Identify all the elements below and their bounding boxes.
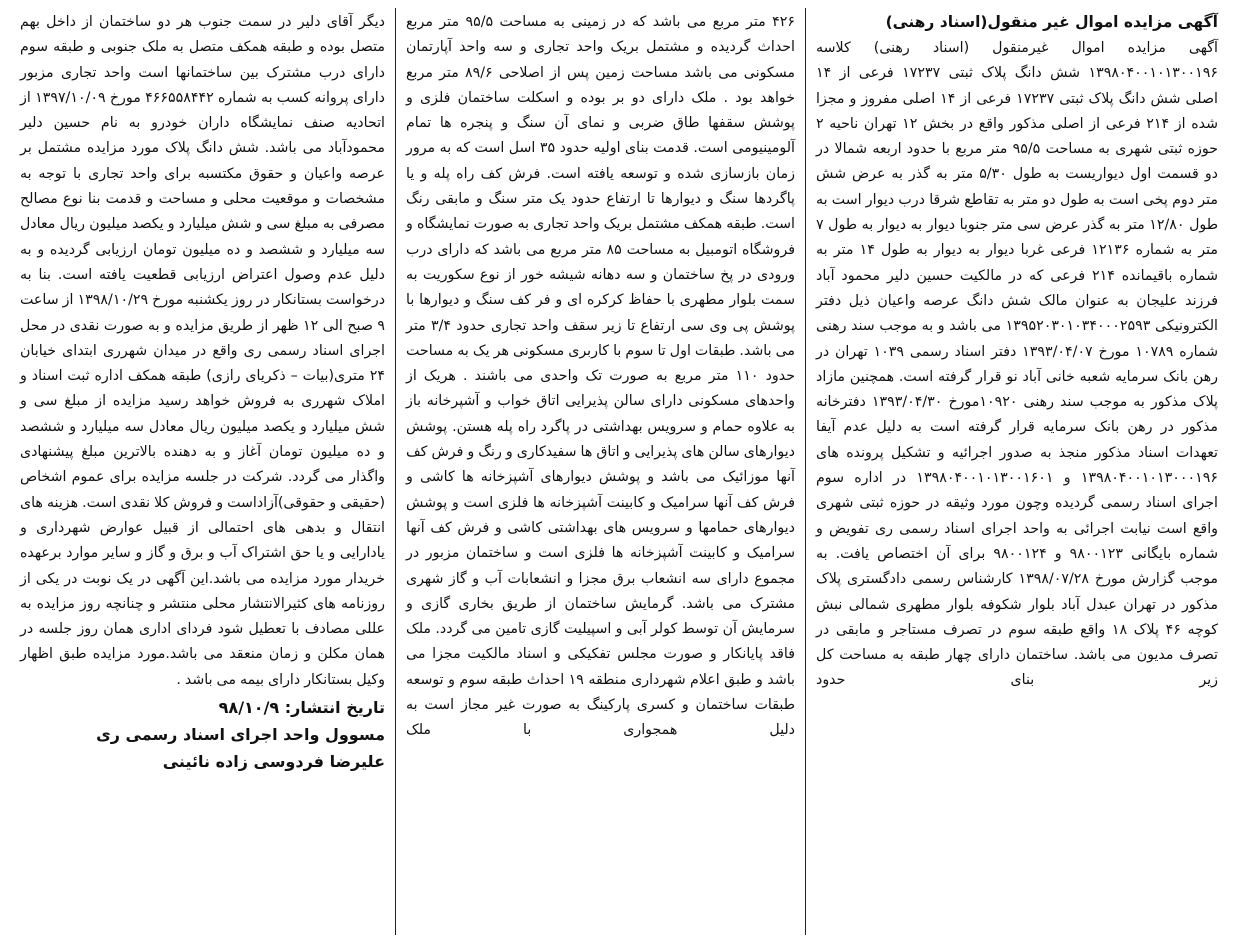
notice-title: آگهی مزایده اموال غیر منقول(اسناد رهنی) <box>885 13 1218 31</box>
signature-office: مسوول واحد اجرای اسناد رسمی ری <box>96 725 385 745</box>
column-left <box>10 8 395 935</box>
column-middle <box>395 8 805 935</box>
column-right <box>805 8 1228 935</box>
notice-body-left: دیگر آقای دلیر در سمت جنوب هر دو ساختمان از داخل بهم متصل بوده و طبقه همکف متصل به ملک جنوبی و طبقه سوم دارای درب مشترک بین ساختمانها است واحد تجاری مزبور دارای پروانه کسب به شماره ۴۶۶۵۵۸۴۴۲ مورخ ۱۳۹۷/۱۰/۰۹ از اتحادیه صنف نمایشگاه داران خودرو به نام حسین دلیر محمودآباد می باشد. شش دانگ پلاک مورد مزایده مشتمل بر عرصه واعیان و حقوق مکتسبه برای واحد تجاری با توجه به مشخصات و موقعیت محلی و مساحت و قدمت بنا نوع مصالح مصرفی به مبلغ سی و شش میلیارد و یکصد میلیون ریال معادل سه میلیارد و ششصد و ده میلیون تومان ارزیابی گردیده و به دلیل عدم وصول اعتراض ارزیابی قطعیت یافته است. بنا به درخواست بستانکار در روز یکشنبه مورخ ۱۳۹۸/۱۰/۲۹ از ساعت ۹ صبح الی ۱۲ ظهر از طریق مزایده و به صورت نقدی در محل اجرای اسناد رسمی ری واقع در میدان شهرری ابتدای خیابان ۲۴ متری(بیات – ذکریای رازی) طبقه همکف اداره ثبت اسناد و املاک شهرری به فروش خواهد رسید مزایده از مبلغ سی و شش میلیارد و یکصد میلیون ریال معادل سه میلیارد و ششصد و ده میلیون تومان آغاز و به دهنده بالاترین مبلغ پیشنهادی واگذار می گردد. شرکت در جلسه مزایده برای عموم اشخاص (حقیقی و حقوقی)آزاداست و فروش کلا نقدی است. هزینه های انتقال و بدهی های احتمالی از قبیل عوارض شهرداری و یادارایی و یا حق اشتراک آب و برق و گاز و سایر موارد برعهده خریدار مورد مزایده می باشد.این آگهی در یک نوبت در یکی از روزنامه های کثیرالانتشار محلی منتشر و چنانچه روز مزایده به عللی مصادف با تعطیل شود فردای اداری همان روز جلسه در همان مکلن و زمان منعقد می باشد.مورد مزایده طبق اظهار وکیل بستانکار دارای بیمه می باشد . <box>20 14 386 688</box>
notice-body-right: آگهی مزایده اموال غیرمنقول (اسناد رهنی) کلاسه ۱۳۹۸۰۴۰۰۱۰۱۳۰۰۱۹۶ شش دانگ پلاک ثبتی ۱۷۲۳۷ فرعی از ۱۴ اصلی شش دانگ پلاک ثبتی ۱۷۲۳۷ فرعی از ۱۴ اصلی مفروز و مجزا شده از ۲۱۴ فرعی از اصلی مذکور واقع در بخش ۱۲ تهران ناحیه ۲ حوزه ثبتی شهری به مساحت ۹۵/۵ متر مربع با حدود اربعه شمالا در دو قسمت اول دیواریست به طول ۵/۳۰ متر به گذر به عرض شش متر دوم پخی است به طول دو متر به تقاطع شرقا درب دیوار است به طول ۱۲/۸۰ متر به گذر عرض سی متر جنوبا دیوار به دیوار به طول ۷ متر به شماره ۱۲۱۳۶ فرعی غربا دیوار به دیوار به طول ۱۴ متر به شماره باقیمانده ۲۱۴ فرعی که در مالکیت حسین دلیر محمود آباد فرزند علیجان به عنوان مالک شش دانگ عرصه واعیان ذیل دفتر الکترونیکی ۱۳۹۵۲۰۳۰۱۰۳۴۰۰۰۲۵۹۳ می باشد و به موجب سند رهنی شماره ۱۰۷۸۹ مورخ ۱۳۹۳/۰۴/۰۷ دفتر اسناد رسمی ۱۰۳۹ تهران در رهن بانک سرمایه شعبه خانی آباد نو قرار گرفته است. همچنین مازاد پلاک مذکور به موجب سند رهنی ۱۰۹۲۰مورخ ۱۳۹۳/۰۴/۳۰ دفترخانه مذکور در رهن بانک سرمایه قرار گرفته است به دلیل عدم آیفا تعهدات اسناد مذکور منجذ به صدور اجرائیه و تشکیل پرونده های ۱۳۹۸۰۴۰۰۱۰۱۳۰۰۰۱۹۶ و ۱۳۹۸۰۴۰۰۱۰۱۳۰۰۱۶۰۱ در اداره سوم اجرای اسناد رسمی گردیده وچون مورد وثیقه در حوزه ثبتی شهری واقع است نیابت اجرائی به واحد اجرای اسناد رسمی ری تفویض و شماره بایگانی ۹۸۰۰۱۲۳ و ۹۸۰۰۱۲۴ برای آن اختصاص یافت. به موجب گزارش مورخ ۱۳۹۸/۰۷/۲۸ کارشناس رسمی دادگستری پلاک مذکور در تهران عبدل آباد بلوار شکوفه بلوار مطهری شمالی نبش کوچه ۴۶ پلاک ۱۸ واقع طبقه سوم در تصرف مستاجر و مابقی در تصرف مدیون می باشد. ساختمان دارای چهار طبقه به مساحت کل زیر بنای حدود <box>816 40 1219 689</box>
notice-columns <box>10 8 1228 935</box>
publish-date: تاریخ انتشار: ۹۸/۱۰/۹ <box>218 698 385 718</box>
notice-body-middle: ۴۲۶ متر مربع می باشد که در زمینی به مساحت ۹۵/۵ متر مربع احداث گردیده و مشتمل بریک واحد تجاری و سه واحد آپارتمان مسکونی می باشد مساحت زمین پس از اصلاحی ۸۹/۶ متر مربع خواهد بود . ملک دارای دو بر بوده و اسکلت ساختمان فلزی و پوشش سقفها طاق ضربی و نمای آن سنگ و پنجره ها تمام آلومینیومی است. قدمت بنای اولیه حدود ۳۵ اسل است که به مرور زمان بازسازی شده و توسعه یافته است. فرش کف راه پله و یا پاگردها سنگ و دیوارها تا ارتفاع حدود یک متر سنگ و مابقی رنگ است. طبقه همکف مشتمل بریک واحد تجاری به صورت نمایشگاه و فروشگاه اتومبیل به مساحت ۸۵ متر مربع می باشد که دارای درب ورودی در پخ ساختمان و سه دهانه شیشه خور از نوع سکوریت به سمت بلوار مطهری با حفاظ کرکره ای و فر کف سنگ و دیوارها با پوشش پی وی سی ارتفاع تا زیر سقف واحد تجاری حدود ۳/۴ متر می باشد. طبقات اول تا سوم با کاربری مسکونی هر یک به مساحت حدود ۱۱۰ متر مربع به صورت تک واحدی می باشند . هریک از واحدهای مسکونی دارای سالن پذیرایی اتاق خواب و آشپرخانه باز به علاوه حمام و سرویس بهداشتی در پاگرد راه پله هستن. پوشش دیوارهای سالن های پذیرایی و اتاق ها سفیدکاری و رنگ و فرش کف آنها موزائیک می باشد و پوشش دیوارهای آشپزخانه ها کاشی و فرش کف آنها سرامیک و کابینت آشپزخانه ها فلزی است و پوشش دیوارهای حمامها و سرویس های بهداشتی کاشی و فرش کف آنها سرامیک و کابینت آشپزخانه ها فلزی است و ساختمان مزبور در مجموع دارای سه انشعاب برق مجزا و انشعابات آب و گاز شهری مشترک می باشد. گرمایش ساختمان از طریق بخاری گازی و سرمایش آن توسط کولر آبی و اسپیلیت گازی تامین می گردد. ملک فاقد پایانکار و صورت مجلس تفکیکی و اسناد مالکیت مجزا می باشد و طبق اعلام شهرداری منطقه ۱۹ احداث طبقه سوم و توسعه طبقات ساختمان و کسری پارکینگ به صورت غیر مجاز است به دلیل همجواری با ملک <box>406 14 796 739</box>
signature-name: علیرضا فردوسی زاده نائینی <box>162 752 385 772</box>
